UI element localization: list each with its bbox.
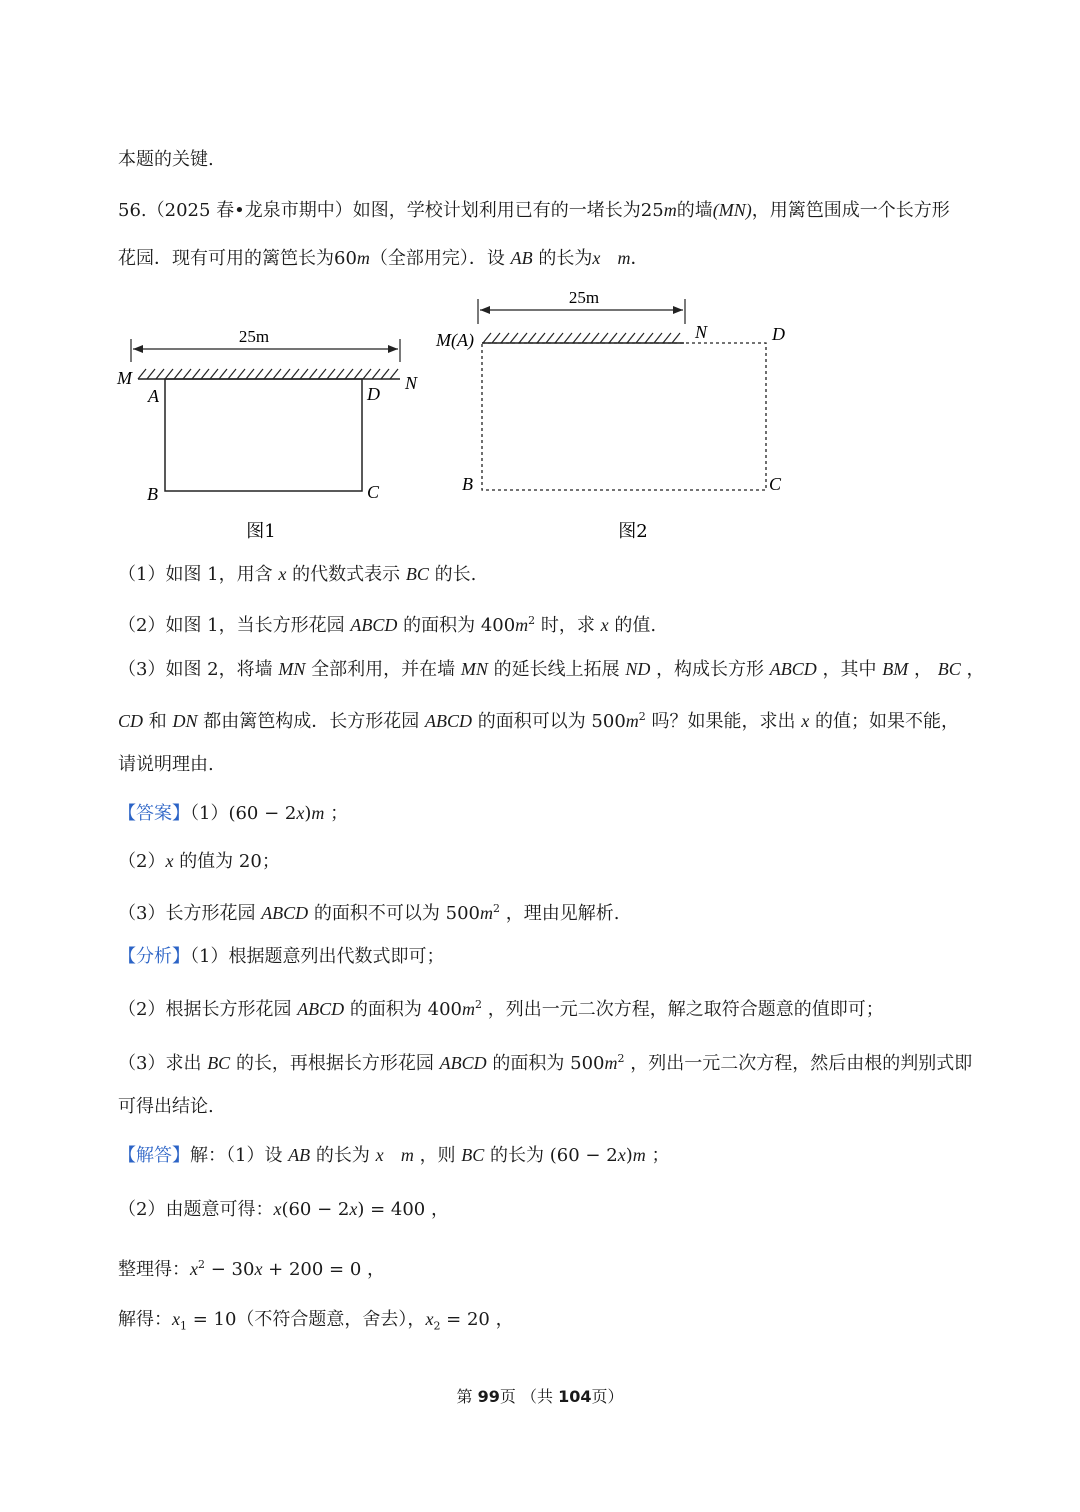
s-text: ) — [625, 1145, 633, 1166]
q-text: 吗？如果能，求出 — [651, 711, 796, 732]
q-text: ，其中 — [822, 659, 877, 680]
variable: x — [617, 1145, 626, 1165]
segment-label: BC — [461, 1145, 485, 1165]
wall-hatch — [327, 369, 335, 379]
variable: x — [172, 1309, 180, 1329]
shape-label: ABCD — [297, 999, 345, 1019]
segment-label: AB — [288, 1145, 311, 1165]
stem-text: ． — [630, 248, 649, 269]
variable: x — [273, 1199, 282, 1219]
an-text: （1）根据题意列出代数式即可； — [190, 946, 445, 967]
dimension-label: 25m — [238, 327, 270, 346]
point-label-n: N — [695, 322, 708, 342]
unit: m — [604, 1053, 618, 1073]
wall-hatch — [363, 369, 371, 379]
variable: x — [592, 248, 601, 268]
s-text: = 10（不符合题意，舍去）， — [187, 1309, 426, 1330]
analysis-line-4: 可得出结论. — [118, 1096, 214, 1117]
wall-hatch — [192, 369, 200, 379]
wall-hatch — [219, 369, 227, 379]
wall-hatch — [147, 369, 155, 379]
wall-hatch — [591, 333, 599, 343]
an-text: ，列出一元二次方程，解之取符合题意的值即可； — [487, 999, 884, 1020]
variable: x — [278, 564, 287, 584]
wall-hatch — [528, 333, 536, 343]
answer-line-3 — [118, 897, 619, 926]
wall-hatch — [546, 333, 554, 343]
point-label-b: B — [147, 484, 158, 504]
segment-label: MN — [278, 659, 306, 679]
dimension-label: 25m — [568, 288, 600, 307]
s-text: ) = 400 ， — [357, 1199, 449, 1220]
s-text: ； — [651, 1145, 670, 1166]
a-text: ； — [330, 803, 349, 824]
exponent: 2 — [198, 1258, 205, 1271]
wall-hatch — [492, 333, 500, 343]
wall-hatch — [291, 369, 299, 379]
wall-hatch — [372, 369, 380, 379]
wall-hatch — [483, 333, 491, 343]
wall-hatch — [390, 369, 398, 379]
q-text: 的面积为 400 — [403, 615, 516, 636]
unit: m — [462, 999, 475, 1019]
footer-text: 第 — [456, 1387, 478, 1406]
wall-hatch — [282, 369, 290, 379]
answer-line-2 — [118, 849, 280, 874]
variable: x — [349, 1199, 358, 1219]
a-text: ，理由见解析. — [505, 903, 620, 924]
wall-hatch — [183, 369, 191, 379]
page-footer — [0, 1384, 1080, 1407]
q-text: （2）如图 1，当长方形花园 — [118, 615, 345, 636]
wall-hatch — [174, 369, 182, 379]
analysis-line-3 — [118, 1047, 972, 1076]
s-text: 解：（1）设 — [190, 1145, 283, 1166]
solution-line-2 — [118, 1197, 449, 1222]
wall-hatch — [165, 369, 173, 379]
wall-hatch — [600, 333, 608, 343]
variable: x — [165, 851, 174, 871]
segment-label: AB — [510, 248, 533, 268]
unit: m — [311, 803, 325, 823]
point-label-c: C — [367, 482, 380, 502]
wall-hatch — [228, 369, 236, 379]
problem-source: （2025 春•龙泉市期中） — [146, 200, 353, 221]
question-3-line-2 — [118, 705, 959, 734]
wall-hatch — [609, 333, 617, 343]
segment-label: BC — [937, 659, 961, 679]
wall-label: (MN) — [712, 200, 752, 220]
question-3-line-3: 请说明理由. — [118, 754, 214, 775]
figure-caption: 图2 — [618, 521, 648, 542]
answer-tag: 【答案】 — [118, 803, 190, 824]
variable: x — [600, 615, 609, 635]
a-text: 的面积不可以为 500 — [313, 903, 480, 924]
wall-hatch — [381, 369, 389, 379]
variable: x — [375, 1145, 384, 1165]
point-label-m: M — [117, 368, 132, 388]
problem-number: 56. — [118, 200, 147, 221]
wall-hatch — [501, 333, 509, 343]
exponent: 2 — [493, 902, 500, 915]
segment-label: DN — [172, 711, 198, 731]
wall-hatch — [336, 369, 344, 379]
exponent: 2 — [617, 1052, 625, 1065]
wall-hatch — [210, 369, 218, 379]
figure-2 — [435, 288, 785, 542]
subscript: 2 — [433, 1319, 441, 1333]
wall-hatch — [237, 369, 245, 379]
wall-hatch — [246, 369, 254, 379]
wall-hatch — [510, 333, 518, 343]
wall-hatch — [264, 369, 272, 379]
q-text: 的面积可以为 500 — [477, 711, 626, 732]
point-label-a: A — [148, 386, 159, 406]
unit: m — [480, 903, 493, 923]
a-text: 的值为 20； — [179, 851, 280, 872]
segment-label: BM — [882, 659, 909, 679]
s-text: （2）由题意可得： — [118, 1199, 274, 1220]
stem-text: 的长为 — [538, 248, 593, 269]
wall-hatch — [573, 333, 581, 343]
q-text: 的值. — [614, 615, 657, 636]
wall-hatch — [663, 333, 671, 343]
q-text: 的长. — [434, 564, 477, 585]
exponent: 2 — [638, 710, 646, 723]
solution-line-4 — [118, 1307, 514, 1339]
stem-text: ，用篱笆围成一个长方形 — [751, 200, 950, 221]
problem-stem-line-1 — [118, 198, 950, 223]
exponent: 2 — [475, 998, 482, 1011]
wall-hatch — [156, 369, 164, 379]
wall-hatch — [300, 369, 308, 379]
s-text: (60 − 2 — [281, 1199, 350, 1220]
wall-hatch — [537, 333, 545, 343]
footer-text: 页 （共 — [499, 1387, 559, 1406]
rectangle-abcd — [165, 379, 362, 491]
expr: ) — [304, 803, 312, 824]
subscript: 1 — [180, 1319, 187, 1333]
point-label-c: C — [769, 474, 782, 494]
s-text: 解得： — [118, 1309, 172, 1330]
answer-line-1 — [118, 801, 348, 826]
shape-label: ABCD — [439, 1053, 487, 1073]
unit: m — [356, 248, 370, 268]
total-pages: 104 — [558, 1387, 592, 1406]
stem-text: （全部用完）．设 — [369, 248, 505, 269]
q-text: ，构成长方形 — [656, 659, 765, 680]
q-text: ， — [966, 659, 985, 680]
problem-stem-line-2 — [118, 246, 649, 271]
an-text: 的面积为 400 — [349, 999, 462, 1020]
wall-hatch — [519, 333, 527, 343]
unit: m — [625, 711, 639, 731]
unit: m — [617, 248, 631, 268]
figures — [0, 280, 1080, 550]
unit: m — [515, 615, 529, 635]
q-text: 的值；如果不能， — [814, 711, 959, 732]
a-text: （3）长方形花园 — [118, 903, 256, 924]
figure-caption: 图1 — [246, 521, 276, 542]
point-label-d: D — [772, 324, 785, 344]
wall-hatch — [138, 369, 146, 379]
q-text: （1）如图 1，用含 — [118, 564, 273, 585]
q-text: 全部利用，并在墙 — [311, 659, 456, 680]
wall-hatch — [345, 369, 353, 379]
exponent: 2 — [528, 614, 536, 627]
q-text: 都由篱笆构成．长方形花园 — [203, 711, 420, 732]
wall-hatch — [582, 333, 590, 343]
q-text: ， — [914, 659, 932, 680]
solution-tag: 【解答】 — [118, 1145, 190, 1166]
unit: m — [663, 200, 677, 220]
wall-hatch — [255, 369, 263, 379]
a-text: （2） — [118, 851, 166, 872]
wall-hatch — [273, 369, 281, 379]
solution-line-1 — [118, 1143, 669, 1168]
question-1 — [118, 562, 476, 587]
variable: x — [190, 1259, 198, 1279]
footer-text: 页） — [591, 1387, 624, 1406]
question-2 — [118, 609, 656, 638]
stem-text: 如图，学校计划利用已有的一堵长为25 — [352, 200, 664, 221]
s-text: ，则 — [419, 1145, 456, 1166]
wall-hatch — [564, 333, 572, 343]
variable: x — [801, 711, 810, 731]
wall-hatch — [627, 333, 635, 343]
q-text: 的代数式表示 — [292, 564, 401, 585]
point-label-b: B — [462, 474, 473, 494]
page-number: 99 — [477, 1387, 500, 1406]
wall-hatch — [555, 333, 563, 343]
s-text: 的长为 — [315, 1145, 370, 1166]
shape-label: ABCD — [261, 903, 309, 923]
wall-hatch — [654, 333, 662, 343]
s-text: 的长为 (60 − 2 — [490, 1145, 618, 1166]
wall-hatch — [201, 369, 209, 379]
shape-label: ABCD — [350, 615, 398, 635]
point-label-d: D — [367, 384, 380, 404]
q-text: （3）如图 2，将墙 — [118, 659, 273, 680]
solution-line-3 — [118, 1253, 385, 1282]
expr: (60 − 2 — [228, 803, 297, 824]
question-3-line-1 — [118, 657, 984, 682]
s-text: 整理得： — [118, 1259, 190, 1280]
analysis-tag: 【分析】 — [118, 946, 190, 967]
an-text: ，列出一元二次方程，然后由根的判别式即 — [630, 1053, 973, 1074]
q-text: 时，求 — [540, 615, 595, 636]
q-text: 的延长线上拓展 — [493, 659, 620, 680]
an-text: （3）求出 — [118, 1053, 202, 1074]
s-text: − 30 — [205, 1259, 255, 1280]
shape-label: ABCD — [769, 659, 817, 679]
segment-label: ND — [625, 659, 651, 679]
point-label-ma: M(A) — [436, 330, 474, 350]
wall-hatch — [645, 333, 653, 343]
segment-label: CD — [118, 711, 144, 731]
q-text: 和 — [148, 711, 167, 732]
an-text: （2）根据长方形花园 — [118, 999, 292, 1020]
variable: x — [254, 1259, 263, 1279]
shape-label: ABCD — [424, 711, 472, 731]
wall-hatch — [636, 333, 644, 343]
analysis-line-2 — [118, 993, 884, 1022]
variable: x — [296, 803, 305, 823]
wall-hatch — [618, 333, 626, 343]
wall-hatch — [354, 369, 362, 379]
stem-text: 的墙 — [676, 200, 713, 221]
s-text: + 200 = 0 ， — [262, 1259, 386, 1280]
variable: x — [425, 1309, 434, 1329]
segment-label: BC — [207, 1053, 231, 1073]
segment-label: BC — [405, 564, 429, 584]
an-text: 的面积为 500 — [492, 1053, 605, 1074]
stem-text: 花园．现有可用的篱笆长为60 — [118, 248, 357, 269]
an-text: 的长，再根据长方形花园 — [235, 1053, 434, 1074]
wall-hatch — [318, 369, 326, 379]
continuation-text: 本题的关键. — [118, 149, 214, 170]
point-label-n: N — [405, 373, 418, 393]
wall-hatch — [309, 369, 317, 379]
wall-hatch — [672, 333, 680, 343]
unit: m — [400, 1145, 414, 1165]
a-text: （1） — [190, 803, 229, 824]
s-text: = 20 ， — [440, 1309, 514, 1330]
rectangle-abcd-dashed — [482, 343, 766, 490]
analysis-line-1 — [118, 945, 444, 969]
unit: m — [632, 1145, 646, 1165]
segment-label: MN — [460, 659, 488, 679]
figure-1 — [116, 327, 418, 542]
